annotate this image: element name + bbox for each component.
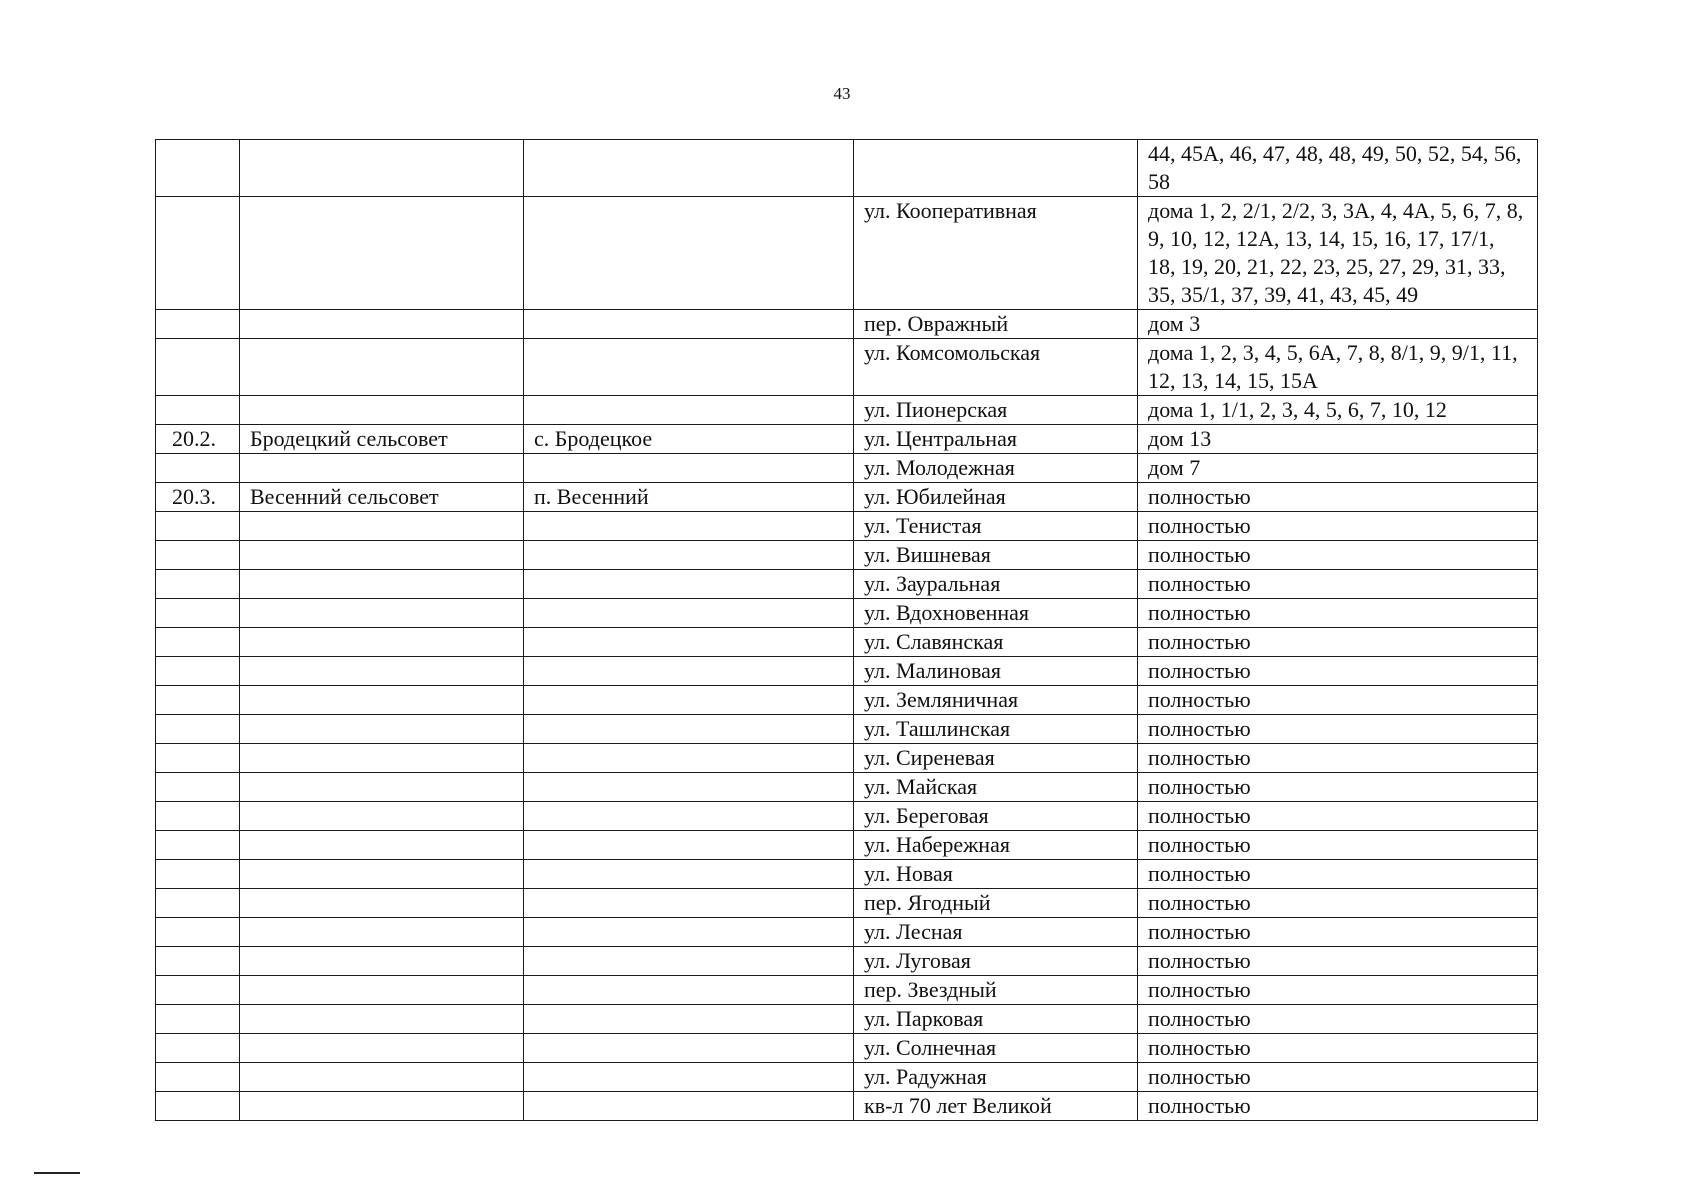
settlement-cell <box>524 396 854 425</box>
table-row <box>156 657 1538 686</box>
settlement-cell <box>524 889 854 918</box>
street-cell: пер. Ягодный <box>854 889 1138 918</box>
council-cell <box>240 454 524 483</box>
row-number-cell <box>156 396 240 425</box>
houses-cell: дом 13 <box>1138 425 1538 454</box>
settlement-cell <box>524 140 854 197</box>
table-row <box>156 686 1538 715</box>
council-cell <box>240 1063 524 1092</box>
row-number-cell <box>156 773 240 802</box>
council-cell <box>240 197 524 310</box>
houses-cell: полностью <box>1138 976 1538 1005</box>
council-cell <box>240 860 524 889</box>
table-row <box>156 197 1538 310</box>
row-number-cell <box>156 599 240 628</box>
houses-cell: полностью <box>1138 715 1538 744</box>
houses-cell: полностью <box>1138 686 1538 715</box>
row-number-cell <box>156 454 240 483</box>
settlement-cell <box>524 570 854 599</box>
settlement-cell <box>524 744 854 773</box>
houses-cell: полностью <box>1138 947 1538 976</box>
settlement-cell <box>524 947 854 976</box>
settlement-cell <box>524 802 854 831</box>
street-cell: ул. Парковая <box>854 1005 1138 1034</box>
row-number-cell <box>156 802 240 831</box>
council-cell <box>240 140 524 197</box>
street-cell: ул. Луговая <box>854 947 1138 976</box>
houses-cell: полностью <box>1138 1005 1538 1034</box>
row-number-cell <box>156 1092 240 1121</box>
row-number-cell <box>156 339 240 396</box>
houses-cell: дом 7 <box>1138 454 1538 483</box>
table-row <box>156 831 1538 860</box>
row-number-cell <box>156 918 240 947</box>
houses-cell: полностью <box>1138 1092 1538 1121</box>
council-cell <box>240 541 524 570</box>
houses-cell: полностью <box>1138 541 1538 570</box>
settlement-cell <box>524 310 854 339</box>
council-cell: Весенний сельсовет <box>240 483 524 512</box>
houses-cell: полностью <box>1138 1034 1538 1063</box>
council-cell <box>240 1034 524 1063</box>
street-cell: ул. Зауральная <box>854 570 1138 599</box>
houses-cell: дома 1, 1/1, 2, 3, 4, 5, 6, 7, 10, 12 <box>1138 396 1538 425</box>
council-cell <box>240 310 524 339</box>
settlement-cell <box>524 628 854 657</box>
row-number-cell <box>156 1063 240 1092</box>
row-number-cell <box>156 1034 240 1063</box>
settlement-cell <box>524 657 854 686</box>
street-cell: ул. Лесная <box>854 918 1138 947</box>
settlement-cell <box>524 1063 854 1092</box>
council-cell <box>240 1092 524 1121</box>
houses-cell: полностью <box>1138 599 1538 628</box>
council-cell <box>240 889 524 918</box>
houses-cell: полностью <box>1138 918 1538 947</box>
settlement-cell <box>524 1005 854 1034</box>
council-cell <box>240 628 524 657</box>
table-row <box>156 396 1538 425</box>
table-row <box>156 599 1538 628</box>
street-cell: ул. Майская <box>854 773 1138 802</box>
street-cell: ул. Вдохновенная <box>854 599 1138 628</box>
houses-cell: полностью <box>1138 860 1538 889</box>
council-cell <box>240 570 524 599</box>
table-row <box>156 1034 1538 1063</box>
row-number-cell: 20.3. <box>156 483 240 512</box>
footnote-rule <box>34 1172 80 1174</box>
table-row <box>156 140 1538 197</box>
table-row <box>156 628 1538 657</box>
row-number-cell <box>156 686 240 715</box>
table-row <box>156 744 1538 773</box>
row-number-cell <box>156 831 240 860</box>
houses-cell: дома 1, 2, 2/1, 2/2, 3, 3А, 4, 4А, 5, 6, 7, 8, 9, 10, 12, 12А, 13, 14, 15, 16, 17, 17/1, 18, 19, 20, 21, 22, 23, 25, 27, 29, 31, 33, 35, 35/1, 37, 39, 41, 43, 45, 49 <box>1138 197 1538 310</box>
settlement-cell <box>524 541 854 570</box>
street-cell: ул. Центральная <box>854 425 1138 454</box>
houses-cell: полностью <box>1138 628 1538 657</box>
settlement-cell <box>524 197 854 310</box>
street-cell: ул. Кооперативная <box>854 197 1138 310</box>
row-number-cell <box>156 976 240 1005</box>
street-cell: ул. Сиреневая <box>854 744 1138 773</box>
council-cell: Бродецкий сельсовет <box>240 425 524 454</box>
table-row <box>156 1063 1538 1092</box>
street-cell: ул. Ташлинская <box>854 715 1138 744</box>
houses-cell: полностью <box>1138 773 1538 802</box>
street-cell: ул. Береговая <box>854 802 1138 831</box>
street-cell: ул. Земляничная <box>854 686 1138 715</box>
settlement-cell <box>524 1034 854 1063</box>
council-cell <box>240 1005 524 1034</box>
table-row <box>156 483 1538 512</box>
settlement-cell <box>524 831 854 860</box>
street-cell: ул. Комсомольская <box>854 339 1138 396</box>
settlement-cell <box>524 860 854 889</box>
row-number-cell: 20.2. <box>156 425 240 454</box>
row-number-cell <box>156 947 240 976</box>
row-number-cell <box>156 715 240 744</box>
street-cell <box>854 140 1138 197</box>
council-cell <box>240 744 524 773</box>
row-number-cell <box>156 744 240 773</box>
address-table <box>155 139 1538 1121</box>
table-row <box>156 425 1538 454</box>
table-row <box>156 802 1538 831</box>
table-row <box>156 976 1538 1005</box>
settlement-cell <box>524 599 854 628</box>
table-row <box>156 715 1538 744</box>
street-cell: ул. Вишневая <box>854 541 1138 570</box>
houses-cell: полностью <box>1138 744 1538 773</box>
settlement-cell <box>524 773 854 802</box>
street-cell: ул. Тенистая <box>854 512 1138 541</box>
council-cell <box>240 686 524 715</box>
settlement-cell <box>524 339 854 396</box>
table-row <box>156 310 1538 339</box>
row-number-cell <box>156 140 240 197</box>
houses-cell: дома 1, 2, 3, 4, 5, 6А, 7, 8, 8/1, 9, 9/1, 11, 12, 13, 14, 15, 15А <box>1138 339 1538 396</box>
row-number-cell <box>156 512 240 541</box>
street-cell: ул. Солнечная <box>854 1034 1138 1063</box>
houses-cell: полностью <box>1138 570 1538 599</box>
settlement-cell <box>524 454 854 483</box>
houses-cell: полностью <box>1138 657 1538 686</box>
houses-cell: 44, 45А, 46, 47, 48, 48, 49, 50, 52, 54, 56, 58 <box>1138 140 1538 197</box>
council-cell <box>240 512 524 541</box>
row-number-cell <box>156 860 240 889</box>
street-cell: ул. Малиновая <box>854 657 1138 686</box>
table-row <box>156 1005 1538 1034</box>
settlement-cell <box>524 976 854 1005</box>
council-cell <box>240 773 524 802</box>
houses-cell: дом 3 <box>1138 310 1538 339</box>
street-cell: ул. Пионерская <box>854 396 1138 425</box>
street-cell: ул. Радужная <box>854 1063 1138 1092</box>
council-cell <box>240 339 524 396</box>
table-row <box>156 570 1538 599</box>
houses-cell: полностью <box>1138 1063 1538 1092</box>
council-cell <box>240 715 524 744</box>
page-number: 43 <box>833 84 851 103</box>
table-row <box>156 918 1538 947</box>
row-number-cell <box>156 310 240 339</box>
street-cell: ул. Новая <box>854 860 1138 889</box>
settlement-cell <box>524 918 854 947</box>
street-cell: ул. Набережная <box>854 831 1138 860</box>
table-row <box>156 512 1538 541</box>
street-cell: пер. Звездный <box>854 976 1138 1005</box>
table-row <box>156 1092 1538 1121</box>
houses-cell: полностью <box>1138 831 1538 860</box>
table-row <box>156 773 1538 802</box>
houses-cell: полностью <box>1138 802 1538 831</box>
table-row <box>156 339 1538 396</box>
settlement-cell <box>524 715 854 744</box>
street-cell: пер. Овражный <box>854 310 1138 339</box>
houses-cell: полностью <box>1138 512 1538 541</box>
row-number-cell <box>156 197 240 310</box>
council-cell <box>240 599 524 628</box>
table-row <box>156 889 1538 918</box>
street-cell: ул. Юбилейная <box>854 483 1138 512</box>
row-number-cell <box>156 541 240 570</box>
street-cell: ул. Славянская <box>854 628 1138 657</box>
houses-cell: полностью <box>1138 483 1538 512</box>
row-number-cell <box>156 889 240 918</box>
settlement-cell <box>524 1092 854 1121</box>
council-cell <box>240 976 524 1005</box>
council-cell <box>240 396 524 425</box>
council-cell <box>240 657 524 686</box>
settlement-cell: с. Бродецкое <box>524 425 854 454</box>
council-cell <box>240 918 524 947</box>
settlement-cell <box>524 512 854 541</box>
council-cell <box>240 947 524 976</box>
council-cell <box>240 802 524 831</box>
council-cell <box>240 831 524 860</box>
table-row <box>156 454 1538 483</box>
table-body <box>156 140 1538 1121</box>
settlement-cell <box>524 686 854 715</box>
houses-cell: полностью <box>1138 889 1538 918</box>
street-cell: кв-л 70 лет Великой <box>854 1092 1138 1121</box>
street-cell: ул. Молодежная <box>854 454 1138 483</box>
table-row <box>156 541 1538 570</box>
row-number-cell <box>156 1005 240 1034</box>
row-number-cell <box>156 570 240 599</box>
table-row <box>156 947 1538 976</box>
table-row <box>156 860 1538 889</box>
settlement-cell: п. Весенний <box>524 483 854 512</box>
row-number-cell <box>156 657 240 686</box>
row-number-cell <box>156 628 240 657</box>
